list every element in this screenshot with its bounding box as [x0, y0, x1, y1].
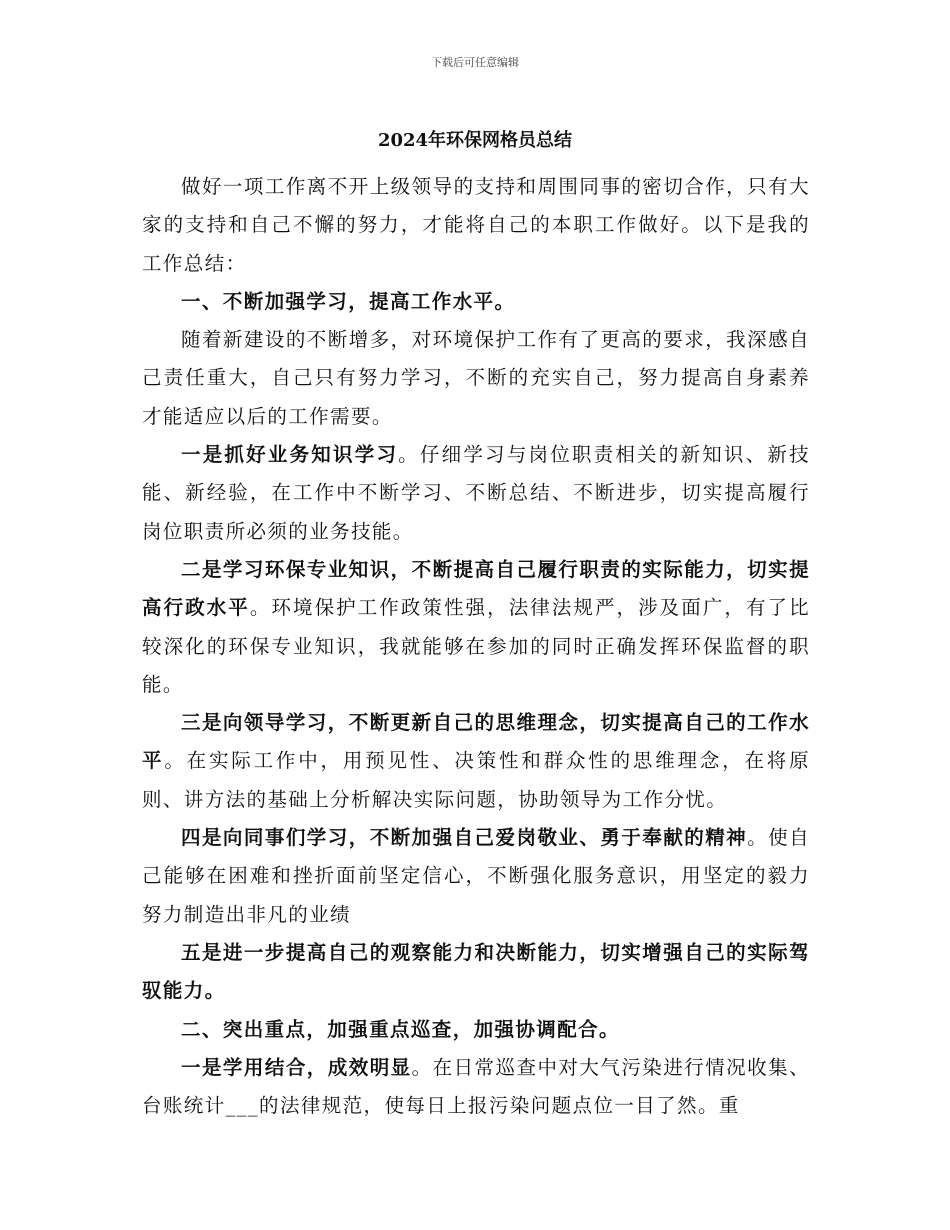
section-heading-1 — [142, 283, 810, 321]
page-header-note: 下载后可任意编辑 — [431, 56, 519, 69]
paragraph-text: 。使自己能够在困难和挫折面前坚定信心，不断强化服务意识，用坚定的毅力努力制造出非凡的业绩 — [142, 826, 810, 926]
paragraph-bold-lead: 四是向同事们学习，不断加强自己爱岗敬业、勇于奉献的精神 — [181, 826, 748, 850]
paragraph-text: 。仔细学习与岗位职责相关的新知识、新技能、新经验，在工作中不断学习、不断总结、不断进步，切实提高履行岗位职责所必须的业务技能。 — [142, 443, 810, 543]
paragraph-bold-lead: 五是进一步提高自己的观察能力和决断能力，切实增强自己的实际驾驭能力。 — [142, 940, 810, 1003]
paragraph-bold-lead: 二是学习环保专业知识，不断提高自己履行职责的实际能力，切实提高行政水平 — [142, 557, 810, 620]
paragraph — [142, 1049, 810, 1126]
paragraph-text: 随着新建设的不断增多，对环境保护工作有了更高的要求，我深感自己责任重大，自己只有努力学习，不断的充实自己，努力提高自身素养才能适应以后的工作需要。 — [142, 328, 810, 428]
paragraph — [142, 934, 810, 1011]
paragraph — [142, 551, 810, 704]
paragraph-text: 做好一项工作离不开上级领导的支持和周围同事的密切合作，只有大家的支持和自己不懈的努力，才能将自己的本职工作做好。以下是我的工作总结： — [142, 175, 810, 275]
paragraph-intro — [142, 168, 810, 283]
paragraph-bold-lead: 一是学用结合，成效明显 — [181, 1055, 412, 1079]
section-heading-2 — [142, 1011, 810, 1049]
paragraph-text: 。在日常巡查中对大气污染进行情况收集、台账统计___的法律规范，使每日上报污染问题点位一目了然。重 — [142, 1055, 810, 1118]
paragraph — [142, 819, 810, 934]
paragraph-bold-lead: 二、突出重点，加强重点巡查，加强协调配合。 — [181, 1017, 620, 1041]
paragraph — [142, 704, 810, 819]
paragraph — [142, 321, 810, 436]
document-body — [142, 168, 810, 1125]
paragraph-text: 。环境保护工作政策性强，法律法规严，涉及面广，有了比较深化的环保专业知识，我就能够在参加的同时正确发挥环保监督的职能。 — [142, 596, 810, 696]
paragraph-text: 。在实际工作中，用预见性、决策性和群众性的思维理念，在将原则、讲方法的基础上分析解决实际问题，协助领导为工作分忧。 — [142, 749, 810, 811]
paragraph — [142, 436, 810, 551]
paragraph-bold-lead: 一、不断加强学习，提高工作水平。 — [181, 289, 516, 313]
document-title: 2024年环保网格员总结 — [377, 130, 573, 151]
paragraph-bold-lead: 一是抓好业务知识学习 — [181, 443, 399, 467]
paragraph-bold-lead: 三是向领导学习，不断更新自己的思维理念，切实提高自己的工作水平 — [142, 711, 810, 773]
